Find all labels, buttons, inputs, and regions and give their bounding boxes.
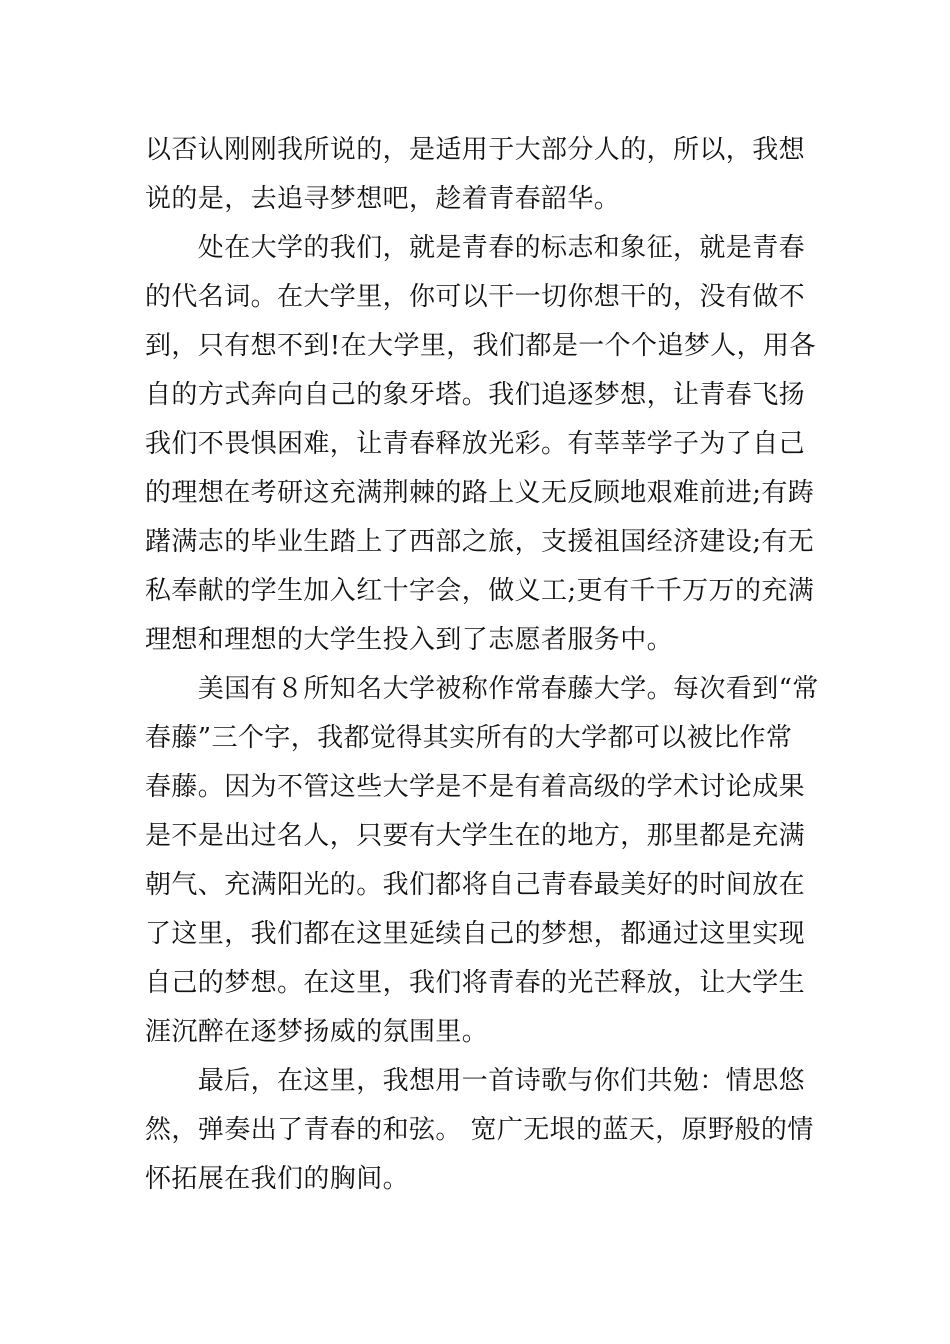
text-line: 说的是，去追寻梦想吧，趁着青春韶华。 — [145, 184, 621, 214]
text-line: 的代名词。在大学里，你可以干一切你想干的，没有做不 — [145, 282, 806, 312]
text-line: 了这里，我们都在这里延续自己的梦想，都通过这里实现 — [145, 919, 806, 949]
text-line: 自己的梦想。在这里，我们将青春的光芒释放，让大学生 — [145, 968, 806, 998]
text-line: 涯沉醉在逐梦扬威的氛围里。 — [145, 1017, 489, 1047]
text-line: 美国有８所知名大学被称作常春藤大学。每次看到“常 — [145, 674, 819, 704]
document-body — [145, 126, 819, 1204]
text-line: 怀拓展在我们的胸间。 — [145, 1164, 410, 1194]
text-line: 处在大学的我们，就是青春的标志和象征，就是青春 — [145, 233, 806, 263]
text-line: 自的方式奔向自己的象牙塔。我们追逐梦想，让青春飞扬 — [145, 380, 806, 410]
text-line: 春藤。因为不管这些大学是不是有着高级的学术讨论成果 — [145, 772, 806, 802]
text-line: 理想和理想的大学生投入到了志愿者服务中。 — [145, 625, 674, 655]
text-line: 到，只有想不到!在大学里，我们都是一个个追梦人，用各 — [145, 331, 816, 361]
text-line: 然，弹奏出了青春的和弦。 宽广无垠的蓝天，原野般的情 — [145, 1115, 814, 1145]
text-line: 是不是出过名人，只要有大学生在的地方，那里都是充满 — [145, 821, 806, 851]
text-line: 以否认刚刚我所说的，是适用于大部分人的，所以，我想 — [145, 135, 806, 165]
text-line: 朝气、充满阳光的。我们都将自己青春最美好的时间放在 — [145, 870, 806, 900]
text-line: 私奉献的学生加入红十字会，做义工;更有千千万万的充满 — [145, 576, 815, 606]
text-line: 躇满志的毕业生踏上了西部之旅，支援祖国经济建设;有无 — [145, 527, 815, 557]
text-line: 的理想在考研这充满荆棘的路上义无反顾地艰难前进;有踌 — [145, 478, 815, 508]
text-line: 我们不畏惧困难，让青春释放光彩。有莘莘学子为了自己 — [145, 429, 806, 459]
text-line: 春藤”三个字，我都觉得其实所有的大学都可以被比作常 — [145, 723, 793, 753]
text-line: 最后，在这里，我想用一首诗歌与你们共勉：情思悠 — [145, 1066, 806, 1096]
